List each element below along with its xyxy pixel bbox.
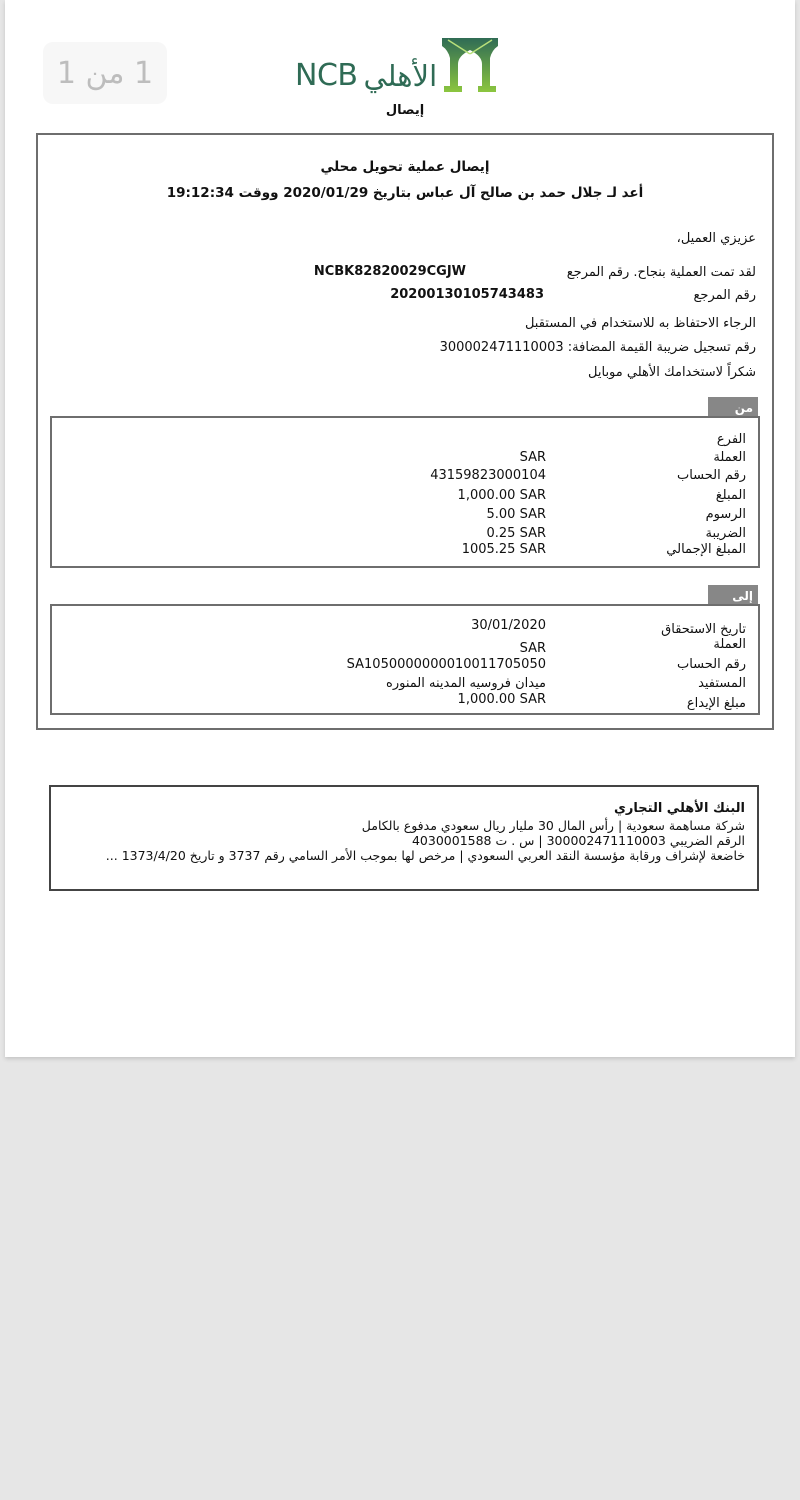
reference-value: 20200130105743483 <box>390 287 544 302</box>
row-value: 0.25 SAR <box>486 526 546 541</box>
row-value: 1005.25 SAR <box>461 542 546 557</box>
to-row-account <box>52 657 758 675</box>
row-value: SA1050000000010011705050 <box>346 657 546 672</box>
to-row-deposit-amount <box>52 692 758 710</box>
vat-line: رقم تسجيل ضريبة القيمة المضافة: 300002471110003 <box>439 340 756 355</box>
from-section <box>50 416 760 568</box>
thanks-line: شكراً لاستخدامك الأهلي موبايل <box>588 365 756 380</box>
success-label: لقد تمت العملية بنجاح. رقم المرجع <box>566 265 756 280</box>
row-label: المستفيد <box>698 676 746 691</box>
ncb-logo <box>295 36 500 96</box>
row-value: SAR <box>519 641 546 656</box>
to-row-currency <box>52 637 758 655</box>
row-value: SAR <box>519 450 546 465</box>
from-row-currency <box>52 450 758 468</box>
row-label: تاريخ الاستحقاق <box>661 622 746 637</box>
document-page <box>5 0 795 1057</box>
bank-name: البنك الأهلي التجاري <box>613 801 745 816</box>
to-section <box>50 604 760 715</box>
row-label: العملة <box>713 637 746 652</box>
receipt-title: إيصال عملية تحويل محلي <box>320 159 490 175</box>
ncb-arch-icon <box>440 36 500 94</box>
footer-line-3: خاضعة لإشراف ورقابة مؤسسة النقد العربي السعودي | مرخص لها بموجب الأمر السامي رقم 3737 و تاريخ 1373/4/20 ... <box>105 848 745 863</box>
logo-arabic-text: الأهلي <box>363 58 438 93</box>
row-value: 5.00 SAR <box>486 507 546 522</box>
from-row-account <box>52 468 758 486</box>
bank-footer <box>49 785 759 891</box>
receipt-box <box>36 133 774 730</box>
row-value: 43159823000104 <box>430 468 546 483</box>
keep-note: الرجاء الاحتفاظ به للاستخدام في المستقبل <box>524 316 756 331</box>
row-label: المبلغ الإجمالي <box>666 542 746 557</box>
row-label: المبلغ <box>715 488 746 503</box>
row-label: مبلغ الإيداع <box>686 696 746 711</box>
row-label: الرسوم <box>705 507 746 522</box>
reference-label: رقم المرجع <box>693 288 756 303</box>
row-value: 1,000.00 SAR <box>457 692 546 707</box>
page-counter <box>43 42 167 104</box>
from-section-tab: من <box>708 397 758 417</box>
from-row-total <box>52 542 758 560</box>
success-reference: NCBK82820029CGJW <box>313 264 466 279</box>
row-label: العملة <box>713 450 746 465</box>
row-value: 30/01/2020 <box>471 618 546 633</box>
row-label: الفرع <box>716 432 746 447</box>
footer-line-2: الرقم الضريبي 300002471110003 | س . ت 4030001588 <box>411 833 745 848</box>
row-value: 1,000.00 SAR <box>457 488 546 503</box>
prepared-for-line: أعد لـ جلال حمد بن صالح آل عباس بتاريخ 2020/01/29 ووقت 19:12:34 <box>166 185 644 201</box>
from-row-branch <box>52 432 758 450</box>
row-label: رقم الحساب <box>676 657 746 672</box>
row-label: الضريبة <box>705 526 746 541</box>
to-section-tab: إلى <box>708 585 758 605</box>
document-label: إيصال <box>385 103 425 118</box>
page-counter-label: 1 من 1 <box>56 55 154 91</box>
footer-line-1: شركة مساهمة سعودية | رأس المال 30 مليار ريال سعودي مدفوع بالكامل <box>361 818 745 833</box>
from-row-amount <box>52 488 758 506</box>
row-value: ميدان فروسيه المدينه المنوره <box>386 676 546 691</box>
from-row-fees <box>52 507 758 525</box>
logo-ncb-text: NCB <box>295 58 358 93</box>
to-row-due-date <box>52 618 758 636</box>
greeting: عزيزي العميل، <box>676 231 756 246</box>
row-label: رقم الحساب <box>676 468 746 483</box>
